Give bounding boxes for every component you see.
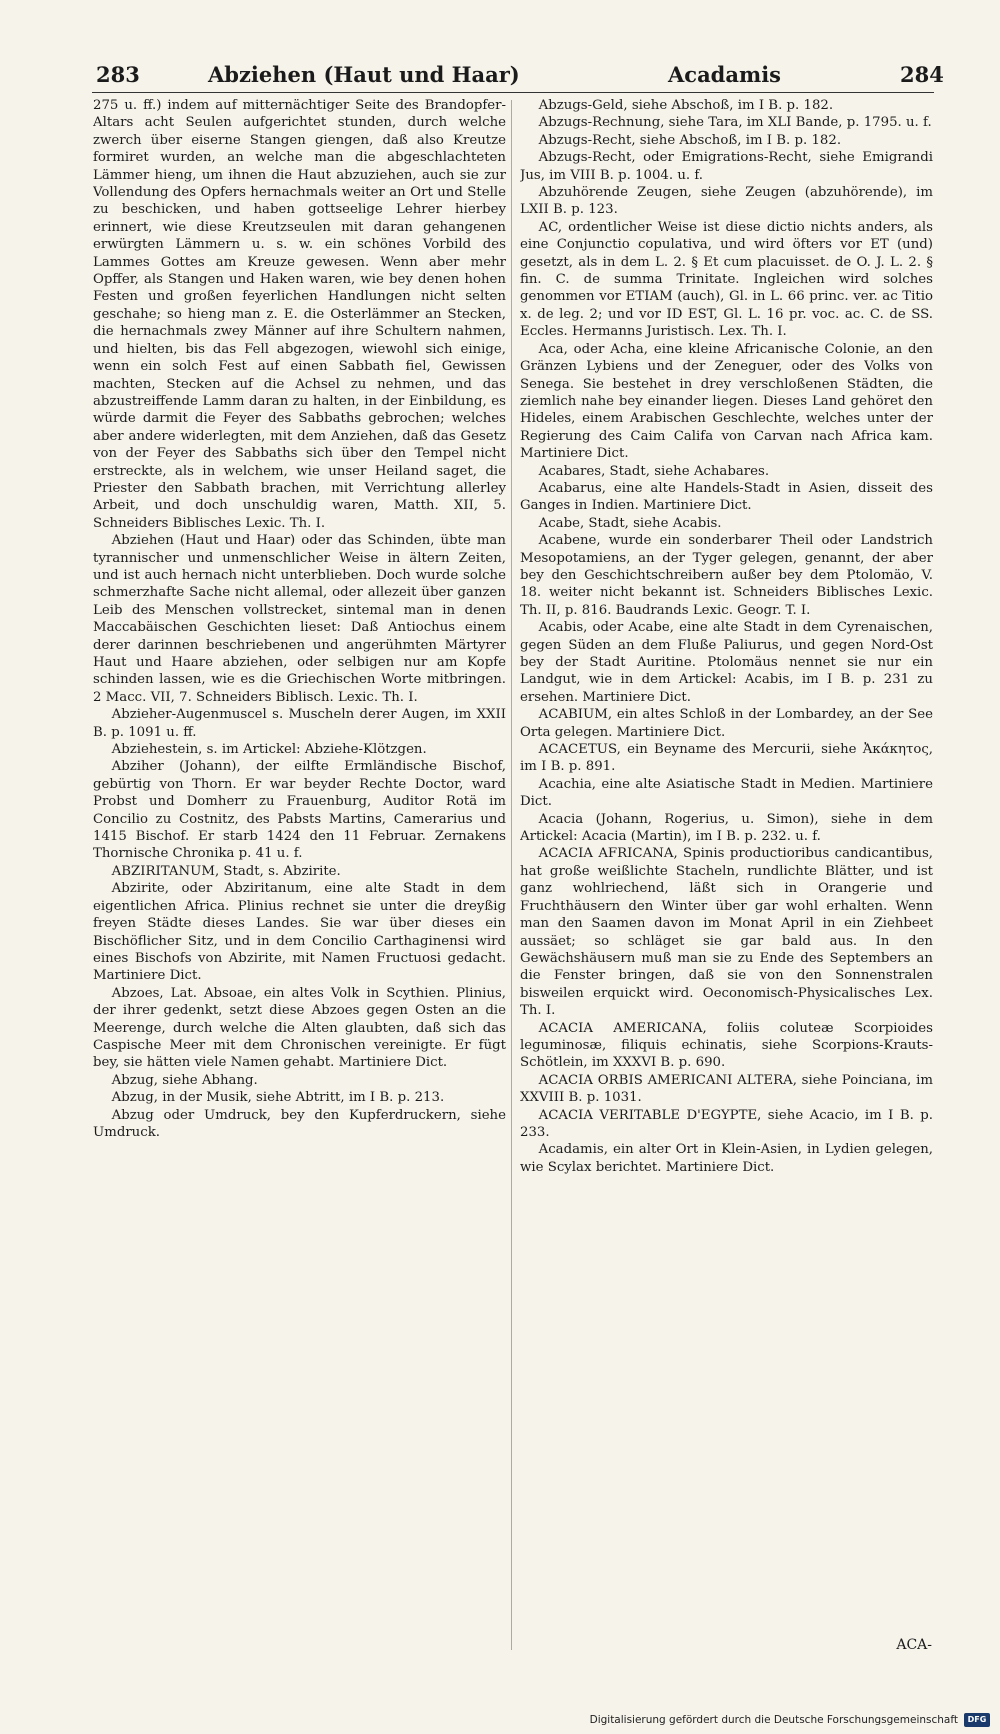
entry-paragraph: ABZIRITANUM, Stadt, s. Abzirite. bbox=[111, 863, 341, 879]
entry-paragraph: Abzuhörende Zeugen, siehe Zeugen (abzuhörende), im LXII B. p. 123. bbox=[520, 185, 933, 218]
entry-paragraph: Abzugs-Recht, oder Emigrations-Recht, siehe Emigrandi Jus, im VIII B. p. 1004. u. f. bbox=[520, 150, 933, 183]
catchword: ACA- bbox=[896, 1637, 932, 1653]
entry-paragraph: ACACIA ORBIS AMERICANI ALTERA, siehe Poinciana, im XXVIII B. p. 1031. bbox=[520, 1072, 933, 1106]
entry-paragraph: Abziehestein, s. im Artickel: Abziehe-Klötzgen. bbox=[111, 742, 427, 758]
entry-paragraph: Abzoes, Lat. Absoae, ein altes Volk in Scythien. Plinius, der ihrer gedenkt, setzt diese Abzoes gegen Osten an die Meerenge, durch welche die Alten glaubten, daß sich das Caspische Meer mit dem Chronischen vereinigte. Er fügt bey, sie hätten viele Namen gehabt. Martiniere Dict. bbox=[93, 985, 506, 1071]
left-page-number: 283 bbox=[96, 62, 140, 87]
right-column bbox=[520, 97, 933, 1662]
entry-paragraph: Acabe, Stadt, siehe Acabis. bbox=[538, 515, 722, 531]
entry-paragraph: Abzug, in der Musik, siehe Abtritt, im I B. p. 213. bbox=[111, 1090, 445, 1106]
entry-paragraph: Aca, oder Acha, eine kleine Africanische Colonie, an den Gränzen Lybiens und der Zeneguer, oder des Volks von Senega. Sie bestehet in drey verschloßenen Städten, die ziemlich nahe bey einander liegen. Dieses Land gehöret den Hideles, einem Arabischen Geschlechte, welches unter der Regierung des Caim Califa von Carvan nach Africa kam. Martiniere Dict. bbox=[520, 341, 933, 462]
column-divider bbox=[511, 100, 512, 1650]
entry-paragraph: ACACIA AMERICANA, foliis coluteæ Scorpioides leguminosæ, filiquis echinatis, siehe Scorpions-Krauts-Schötlein, im XXXVI B. p. 690. bbox=[520, 1020, 933, 1071]
entry-paragraph: 275 u. ff.) indem auf mitternächtiger Seite des Brandopfer-Altars acht Seulen aufgerichtet stunden, durch welche zwerch über eiserne Stangen giengen, daß also Kreutze formiret wurden, an welche man die abgeschlachteten Lämmer hieng, um ihnen die Haut abzuziehen, auch sie zur Vollendung des Opfers hernachmals weiter an Ort und Stelle zu beschicken, und haben gottseelige Lehrer hierbey erinnert, wie diese Kreutzseulen mit daran gehangenen erwürgten Lämmern u. s. w. ein schönes Vorbild des Lammes Gottes am Kreuze gewesen. Wenn aber mehr Opffer, als Stangen und Haken waren, wie bey denen hohen Festen und großen feyerlichen Handlungen nicht selten geschahe; so hieng man z. E. die Osterlämmer an Stecken, die hernachmals zwey Männer auf ihre Schultern nahmen, und hielten, bis das Fell abgezogen, wiewohl sich einige, wenn ein solch Fest auf einen Sabbath fiel, Gewissen machten, Stecken auf die Achsel zu nehmen, und das abzustreiffende Lamm daran zu halten, in der Einbildung, es würde darmit die Feyer des Sabbaths gebrochen; welches aber andere widerlegten, mit dem Anziehen, daß das Gesetz von der Feyer des Sabbaths sich über den Tempel nicht erstreckte, als in welchem, wie unser Heiland saget, die Priester den Sabbath brachen, mit Verrichtung allerley Arbeit, und doch unschuldig waren, Matth. XII, 5. Schneiders Biblisches Lexic. Th. I. bbox=[93, 98, 506, 531]
entry-paragraph: ACABIUM, ein altes Schloß in der Lombardey, an der See Orta gelegen. Martiniere Dict. bbox=[520, 707, 933, 740]
entry-paragraph: ACACIA VERITABLE D'EGYPTE, siehe Acacio, im I B. p. 233. bbox=[520, 1107, 933, 1140]
entry-paragraph: Abziehen (Haut und Haar) oder das Schinden, übte man tyrannischer und unmenschlicher Weise in ältern Zeiten, und ist auch hernach nicht unterblieben. Doch wurde solche schmerzhafte Sache nicht allemal, oder allezeit über ganzen Leib des Menschen vollstrecket, sintemal man in denen Maccabäischen Geschichten lieset: Daß Antiochus einem derer darinnen beschriebenen und angerühmten Märtyrer Haut und Haare abziehen, oder selbigen nur am Kopfe schinden lassen, wie es die Griechischen Worte mitbringen. 2 Macc. VII, 7. Schneiders Biblisch. Lexic. Th. I. bbox=[93, 533, 506, 705]
entry-paragraph: Abzugs-Geld, siehe Abschoß, im I B. p. 182. bbox=[538, 98, 834, 113]
header-rule bbox=[92, 92, 934, 93]
entry-paragraph: ACACETUS, ein Beyname des Mercurii, siehe Ἀκάκητος, im I B. p. 891. bbox=[520, 742, 933, 775]
entry-paragraph: Acachia, eine alte Asiatische Stadt in Medien. Martiniere Dict. bbox=[520, 776, 933, 810]
left-column bbox=[93, 97, 506, 1662]
entry-paragraph: Abziher (Johann), der eilfte Ermländische Bischof, gebürtig von Thorn. Er war beyder Rechte Doctor, ward Probst und Domherr zu Frauenburg, Auditor Rotä im Concilio zu Costnitz, des Pabsts Martins, Camerarius und 1415 Bischof. Er starb 1424 den 11 Februar. Zernakens Thornische Chronika p. 41 u. f. bbox=[93, 759, 506, 862]
entry-paragraph: Abzug oder Umdruck, bey den Kupferdruckern, siehe Umdruck. bbox=[93, 1107, 506, 1140]
entry-paragraph: Acacia (Johann, Rogerius, u. Simon), siehe in dem Artickel: Acacia (Martin), im I B. p. 232. u. f. bbox=[520, 811, 933, 845]
right-running-title: Acadamis bbox=[668, 62, 781, 87]
dfg-logo-icon: DFG bbox=[964, 1713, 990, 1727]
entry-paragraph: Acabarus, eine alte Handels-Stadt in Asien, disseit des Ganges in Indien. Martiniere Dict. bbox=[520, 480, 933, 514]
left-running-title: Abziehen (Haut und Haar) bbox=[208, 62, 520, 87]
entry-paragraph: Abzugs-Rechnung, siehe Tara, im XLI Bande, p. 1795. u. f. bbox=[538, 115, 932, 131]
entry-paragraph: Acabene, wurde ein sonderbarer Theil oder Landstrich Mesopotamiens, an der Tyger gelegen, genannt, der aber bey den Geschichtschreibern außer bey dem Ptolomäo, V. 18. weiter nicht bekannt ist. Schneiders Biblisches Lexic. Th. II, p. 816. Baudrands Lexic. Geogr. T. I. bbox=[520, 533, 933, 618]
footer-credit: Digitalisierung gefördert durch die Deutsche Forschungsgemeinschaft bbox=[589, 1714, 958, 1726]
entry-paragraph: AC, ordentlicher Weise ist diese dictio nichts anders, als eine Conjunctio copulativa, und wird öfters vor ET (und) gesetzt, als in dem L. 2. § Et cum placuisset. de O. J. L. 2. § fin. C. de summa Trinitate. Ingleichen wird solches genommen vor ETIAM (auch), Gl. in L. 66 princ. ver. ac Titio x. de leg. 2; und vor ID EST, Gl. L. 16 pr. voc. ac. C. de SS. Eccles. Hermanns Juristisch. Lex. Th. I. bbox=[520, 219, 933, 340]
entry-paragraph: Abzirite, oder Abziritanum, eine alte Stadt in dem eigentlichen Africa. Plinius rechnet sie unter die dreyßig freyen Städte dieses Landes. Sie war über dieses ein Bischöflicher Sitz, und in dem Concilio Carthaginensi wird eines Bischofs von Abzirite, mit Namen Fructuosi gedacht. Martiniere Dict. bbox=[93, 881, 506, 984]
entry-paragraph: Abzugs-Recht, siehe Abschoß, im I B. p. 182. bbox=[538, 132, 842, 148]
entry-paragraph: Acabis, oder Acabe, eine alte Stadt in dem Cyrenaischen, gegen Süden an dem Fluße Paliurus, und gegen Nord-Ost bey der Stadt Auritine. Ptolomäus nennet sie nur ein Landgut, wie in dem Artickel: Acabis, im I B. p. 231 zu ersehen. Martiniere Dict. bbox=[520, 620, 933, 705]
entry-paragraph: Acabares, Stadt, siehe Achabares. bbox=[538, 463, 770, 479]
entry-paragraph: Abzug, siehe Abhang. bbox=[111, 1072, 258, 1088]
entry-paragraph: Abzieher-Augenmuscel s. Muscheln derer Augen, im XXII B. p. 1091 u. ff. bbox=[93, 707, 506, 740]
right-page-number: 284 bbox=[900, 62, 944, 87]
entry-paragraph: ACACIA AFRICANA, Spinis productioribus candicantibus, hat große weißlichte Stacheln, rundlichte Blätter, und ist ganz wohlriechend, läßt sich in Orangerie und Fruchthäusern den Winter über gar wohl erhalten. Wenn man den Saamen davon im Monat April in ein Ziehbeet aussäet; so schläget sie gar bald aus. In den Gewächshäusern muß man sie zu Ende des Septembers an die Fenster bringen, daß sie von den Sonnenstralen bisweilen erquickt wird. Oeconomisch-Physicalisches Lex. Th. I. bbox=[520, 846, 933, 1019]
entry-paragraph: Acadamis, ein alter Ort in Klein-Asien, in Lydien gelegen, wie Scylax berichtet. Martiniere Dict. bbox=[520, 1142, 933, 1175]
digitization-footer bbox=[590, 1710, 990, 1730]
